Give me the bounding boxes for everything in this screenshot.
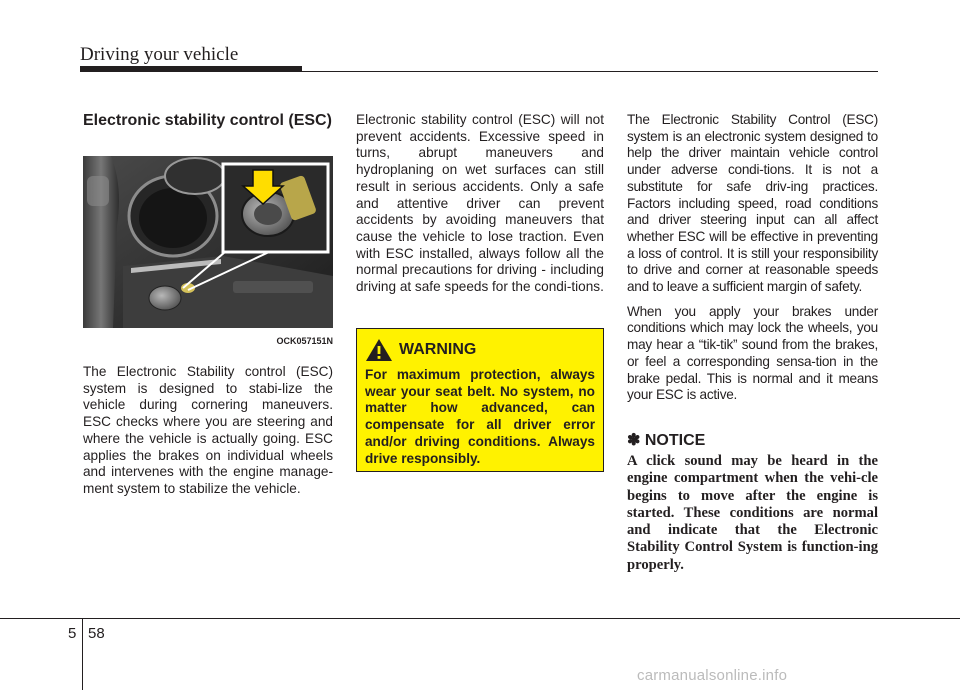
- footer-divider: [82, 618, 83, 690]
- page-number: 58: [88, 625, 105, 642]
- esc-button-photo: [83, 156, 333, 328]
- watermark[interactable]: carmanualsonline.info: [637, 667, 788, 684]
- col3-text: [627, 112, 878, 412]
- console-illustration: [83, 156, 333, 328]
- col2-paragraph: Electronic stability control (ESC) will not prevent accidents. Excessive speed in turns, abrupt maneuvers and hydroplaning on wet surfaces can still result in serious accidents. Only a safe and attentive driver can prevent accidents by avoiding maneuvers that cause the vehicle to lose traction. Even with ESC installed, always follow all the normal precautions for driving - including driving at safe speeds for the condi-tions.: [356, 112, 604, 295]
- warning-header: [365, 337, 595, 363]
- notice-title: ✽ NOTICE: [627, 432, 706, 449]
- notice-text: A click sound may be heard in the engine compartment when the vehi-cle begins to move after the engine is started. These conditions are normal and indicate that the Electronic Stability Control System is function-ing properly.: [627, 453, 878, 573]
- warning-box: [356, 328, 604, 472]
- chapter-number: 5: [68, 625, 77, 642]
- warning-text: For maximum protection, always wear your seat belt. No system, no matter how advanced, can compensate for all driver error and/or driving conditions. Always drive responsibly.: [365, 367, 595, 466]
- warning-title: WARNING: [399, 341, 477, 358]
- footer-rule: [0, 618, 960, 619]
- page-header-title: Driving your vehicle: [80, 44, 239, 65]
- col1-paragraph: The Electronic Stability control (ESC) system is designed to stabi-lize the vehicle during cornering maneuvers. ESC checks where you are steering and where the vehicle is actually going. ESC applies the brakes on individual wheels and intervenes with the engine manage-ment system to stabilize the vehicle.: [83, 364, 333, 496]
- col3-paragraph-1: The Electronic Stability Control (ESC) system is an electronic system designed to help the driver maintain vehicle control under adverse condi-tions. It is not a substitute for safe driv-ing practices. Factors including speed, road conditions and driver steering input can all affect whether ESC will be effective in preventing a loss of control. It is still your responsibility to drive and corner at reasonable speeds and to leave a sufficient margin of safety.: [627, 112, 878, 295]
- section-title: Electronic stability control (ESC): [83, 112, 332, 129]
- figure-caption: OCK057151N: [276, 336, 333, 346]
- warning-triangle-icon: [365, 338, 393, 362]
- header-rule: [80, 71, 878, 72]
- col3-paragraph-2: When you apply your brakes under conditions which may lock the wheels, you may hear a “tik-tik” sound from the brakes, or feel a corresponding sensa-tion in the brake pedal. This is normal and it means your ESC is active.: [627, 303, 878, 403]
